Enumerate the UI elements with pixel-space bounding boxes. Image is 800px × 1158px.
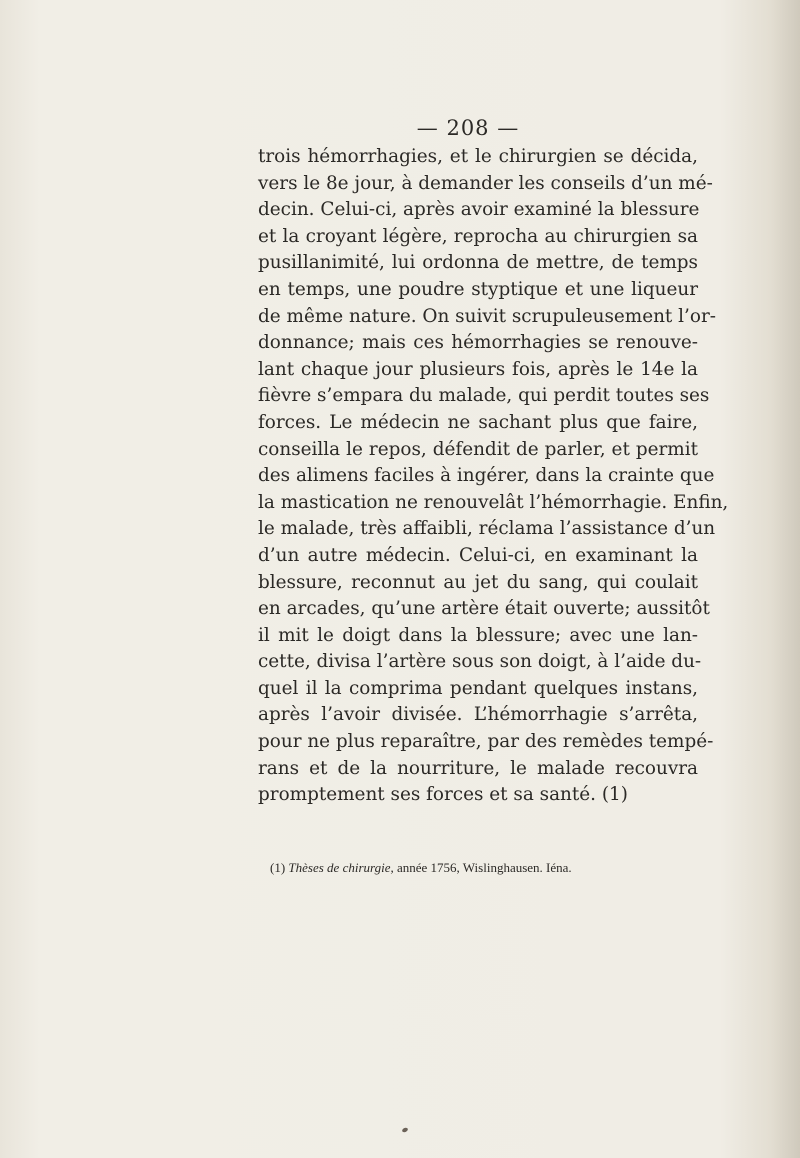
text-line: en temps, une poudre styptique et une liqueur [258, 278, 698, 300]
text-line: lant chaque jour plusieurs fois, après le 14e la [258, 358, 698, 380]
ink-speck [401, 1127, 408, 1133]
text-line: decin. Celui-ci, après avoir examiné la blessure [258, 199, 700, 221]
body-text [258, 144, 729, 809]
text-line: cette, divisa l’artère sous son doigt, à l’aide du- [258, 651, 702, 673]
text-line: pour ne plus reparaître, par des remèdes tempé- [258, 731, 714, 753]
text-line: des alimens faciles à ingérer, dans la crainte que [258, 465, 715, 487]
text-line: de même nature. On suivit scrupuleusement l’or- [258, 305, 716, 327]
text-line: en arcades, qu’une artère était ouverte; aussitôt [258, 598, 710, 620]
text-line-last: promptement ses forces et sa santé. (1) [258, 784, 628, 806]
text-line: d’un autre médecin. Celui-ci, en examinant la [258, 544, 698, 566]
text-line: et la croyant légère, reprocha au chirurgien sa [258, 225, 698, 247]
footnote-marker: (1) [270, 860, 286, 875]
text-line: quel il la comprima pendant quelques instans, [258, 677, 698, 699]
text-line: trois hémorrhagies, et le chirurgien se décida, [258, 146, 698, 167]
text-line: rans et de la nourriture, le malade recouvra [258, 757, 698, 779]
text-line: pusillanimité, lui ordonna de mettre, de temps [258, 252, 698, 274]
text-line: après l’avoir divisée. L’hémorrhagie s’arrêta, [258, 704, 698, 726]
text-line: le malade, très affaibli, réclama l’assistance d’un [258, 518, 716, 540]
text-line: vers le 8e jour, à demander les conseils d’un mé- [258, 172, 713, 194]
text-line: la mastication ne renouvelât l’hémorrhagie. Enfin, [258, 491, 729, 513]
text-line: donnance; mais ces hémorrhagies se renouve- [258, 332, 698, 354]
text-line: forces. Le médecin ne sachant plus que faire, [258, 411, 698, 433]
text-line: blessure, reconnut au jet du sang, qui coulait [258, 571, 698, 593]
text-line: il mit le doigt dans la blessure; avec une lan- [258, 624, 698, 646]
footnote-title: Thèses de chirurgie, [288, 860, 394, 875]
page-number: — 208 — [416, 116, 520, 140]
footnote-details: année 1756, Wislinghausen. Iéna. [396, 860, 572, 875]
text-line: conseilla le repos, défendit de parler, et permit [258, 438, 698, 460]
footnote [270, 860, 690, 876]
text-line: fièvre s’empara du malade, qui perdit toutes ses [258, 385, 710, 407]
